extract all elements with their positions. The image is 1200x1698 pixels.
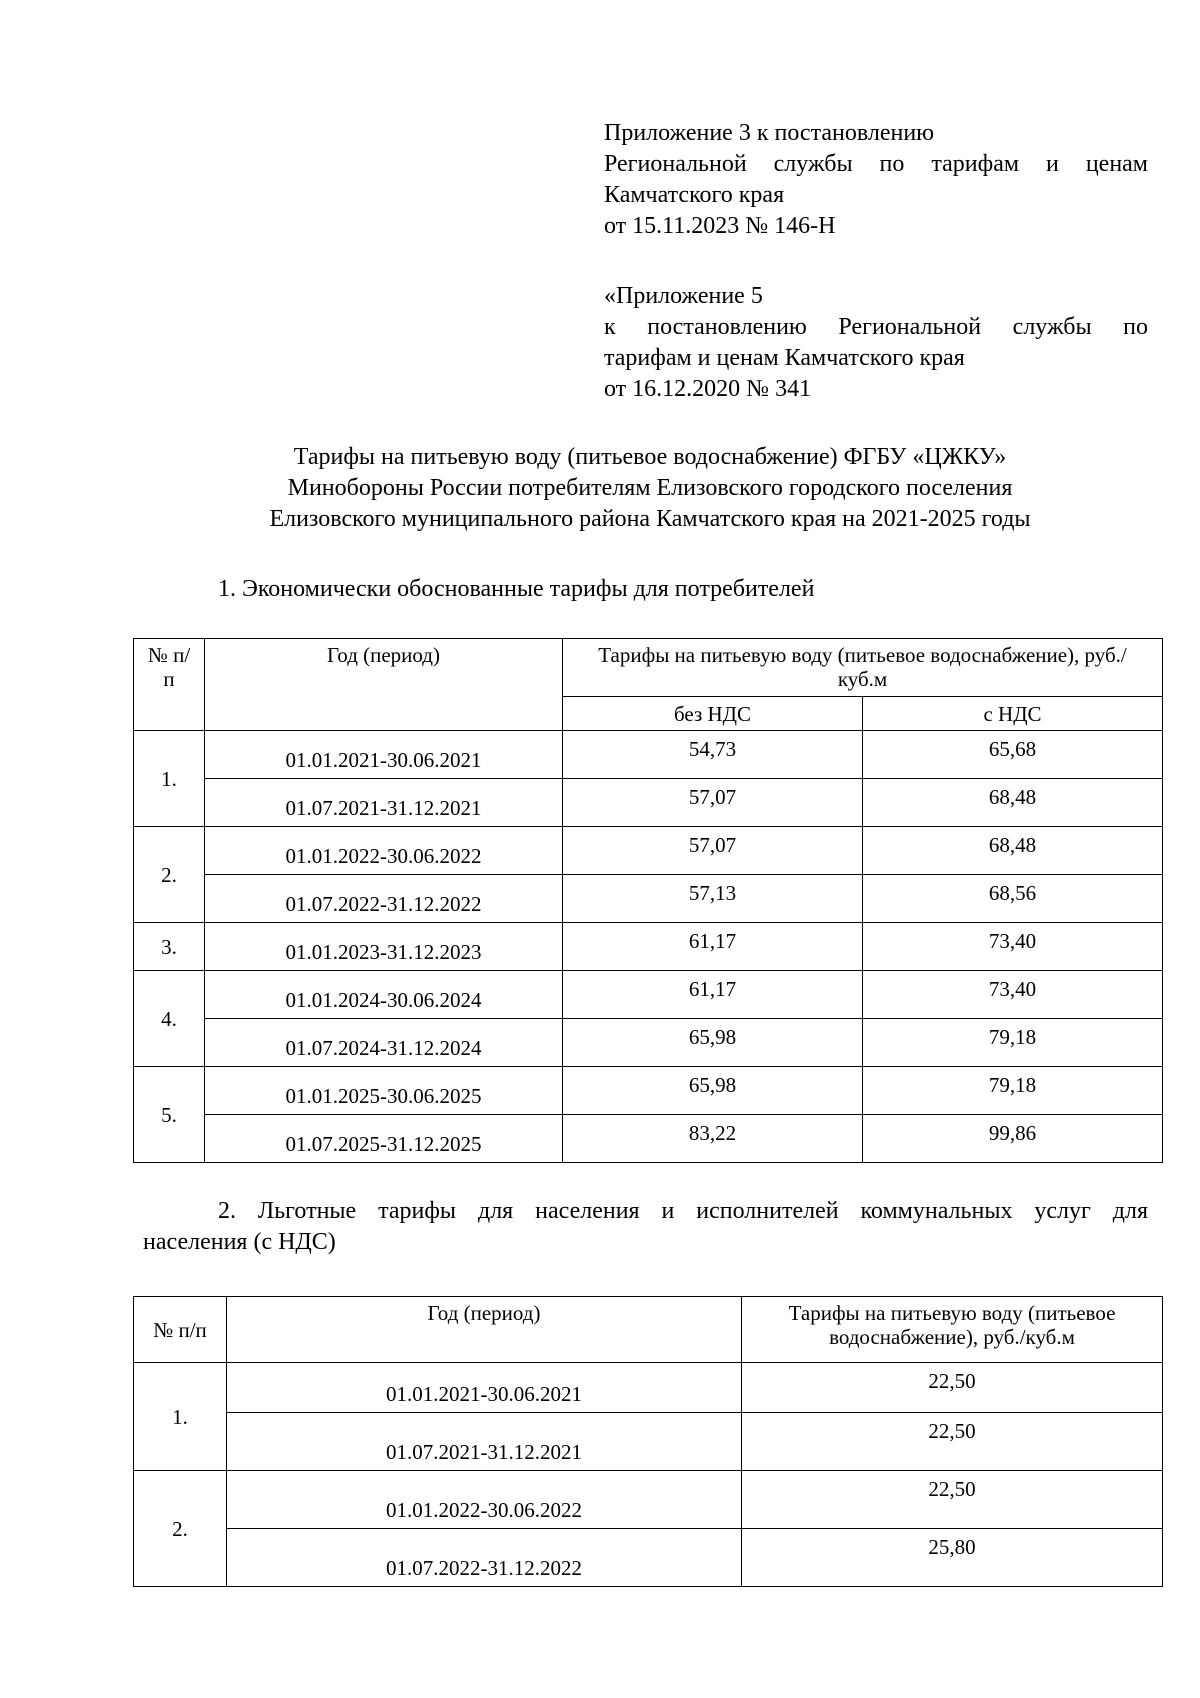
row-number: 5. xyxy=(134,1067,205,1163)
row-number: 2. xyxy=(134,1471,227,1587)
tariff-no-vat-cell: 61,17 xyxy=(563,923,863,971)
period-cell: 01.01.2022-30.06.2022 xyxy=(205,827,563,875)
tariff-cell: 22,50 xyxy=(742,1363,1163,1413)
title-line: Минобороны России потребителям Елизовского городского поселения xyxy=(287,475,1013,501)
period-cell: 01.07.2021-31.12.2021 xyxy=(227,1413,742,1471)
tariff-with-vat-cell: 73,40 xyxy=(863,923,1163,971)
period-cell: 01.01.2021-30.06.2021 xyxy=(227,1363,742,1413)
tariff-cell: 22,50 xyxy=(742,1471,1163,1529)
period-cell: 01.07.2022-31.12.2022 xyxy=(205,875,563,923)
tariff-cell: 22,50 xyxy=(742,1413,1163,1471)
preferential-tariffs-table xyxy=(133,1296,1163,1587)
tariff-no-vat-cell: 65,98 xyxy=(563,1067,863,1115)
tariff-cell: 25,80 xyxy=(742,1529,1163,1587)
period-cell: 01.07.2021-31.12.2021 xyxy=(205,779,563,827)
row-number: 3. xyxy=(134,923,205,971)
section-1-heading: 1. Экономически обоснованные тарифы для потребителей xyxy=(218,576,815,602)
tariff-no-vat-cell: 83,22 xyxy=(563,1115,863,1163)
appendix-line: к постановлению Региональной службы по xyxy=(604,314,1148,340)
period-cell: 01.01.2021-30.06.2021 xyxy=(205,731,563,779)
period-cell: 01.01.2025-30.06.2025 xyxy=(205,1067,563,1115)
section-2-heading-line: 2. Льготные тарифы для населения и исполнителей коммунальных услуг для xyxy=(218,1198,1148,1224)
tariff-with-vat-cell: 99,86 xyxy=(863,1115,1163,1163)
tariff-no-vat-cell: 57,13 xyxy=(563,875,863,923)
tariff-with-vat-cell: 79,18 xyxy=(863,1067,1163,1115)
appendix-line: от 15.11.2023 № 146-Н xyxy=(604,213,836,239)
header-num: № п/п xyxy=(134,1297,227,1363)
section-2-heading xyxy=(143,1196,1148,1258)
economic-tariffs-table xyxy=(133,638,1163,1163)
tariff-no-vat-cell: 57,07 xyxy=(563,779,863,827)
tariff-with-vat-cell: 79,18 xyxy=(863,1019,1163,1067)
tariff-no-vat-cell: 65,98 xyxy=(563,1019,863,1067)
tariff-no-vat-cell: 54,73 xyxy=(563,731,863,779)
tariff-with-vat-cell: 68,48 xyxy=(863,779,1163,827)
header-tariff: Тарифы на питьевую воду (питьевое водоснабжение), руб./куб.м xyxy=(742,1297,1163,1363)
title-line: Тарифы на питьевую воду (питьевое водоснабжение) ФГБУ «ЦЖКУ» xyxy=(293,444,1007,470)
row-number: 1. xyxy=(134,731,205,827)
period-cell: 01.07.2024-31.12.2024 xyxy=(205,1019,563,1067)
period-cell: 01.01.2023-31.12.2023 xyxy=(205,923,563,971)
title-line: Елизовского муниципального района Камчатского края на 2021-2025 годы xyxy=(269,506,1031,532)
row-number: 1. xyxy=(134,1363,227,1471)
tariff-with-vat-cell: 65,68 xyxy=(863,731,1163,779)
tariff-no-vat-cell: 61,17 xyxy=(563,971,863,1019)
appendix-line: от 16.12.2020 № 341 xyxy=(604,376,812,402)
appendix-line: Приложение 3 к постановлению xyxy=(604,120,935,146)
header-tariffs: Тарифы на питьевую воду (питьевое водоснабжение), руб./куб.м xyxy=(563,639,1163,697)
header-period: Год (период) xyxy=(227,1297,742,1363)
tariff-with-vat-cell: 68,48 xyxy=(863,827,1163,875)
header-no-vat: без НДС xyxy=(563,697,863,731)
appendix-line: тарифам и ценам Камчатского края xyxy=(604,345,965,371)
tariff-with-vat-cell: 68,56 xyxy=(863,875,1163,923)
appendix-line: Региональной службы по тарифам и ценам xyxy=(604,151,1148,177)
appendix-line: Камчатского края xyxy=(604,182,785,208)
period-cell: 01.01.2024-30.06.2024 xyxy=(205,971,563,1019)
header-with-vat: с НДС xyxy=(863,697,1163,731)
tariff-with-vat-cell: 73,40 xyxy=(863,971,1163,1019)
row-number: 4. xyxy=(134,971,205,1067)
appendix-header-current xyxy=(604,118,1148,242)
appendix-line: «Приложение 5 xyxy=(604,283,763,309)
header-num: № п/п xyxy=(134,639,205,731)
header-period: Год (период) xyxy=(205,639,563,731)
document-title xyxy=(130,442,1170,535)
row-number: 2. xyxy=(134,827,205,923)
period-cell: 01.07.2025-31.12.2025 xyxy=(205,1115,563,1163)
tariff-no-vat-cell: 57,07 xyxy=(563,827,863,875)
appendix-header-original xyxy=(604,281,1148,405)
period-cell: 01.07.2022-31.12.2022 xyxy=(227,1529,742,1587)
period-cell: 01.01.2022-30.06.2022 xyxy=(227,1471,742,1529)
section-2-heading-line: населения (с НДС) xyxy=(143,1229,336,1255)
